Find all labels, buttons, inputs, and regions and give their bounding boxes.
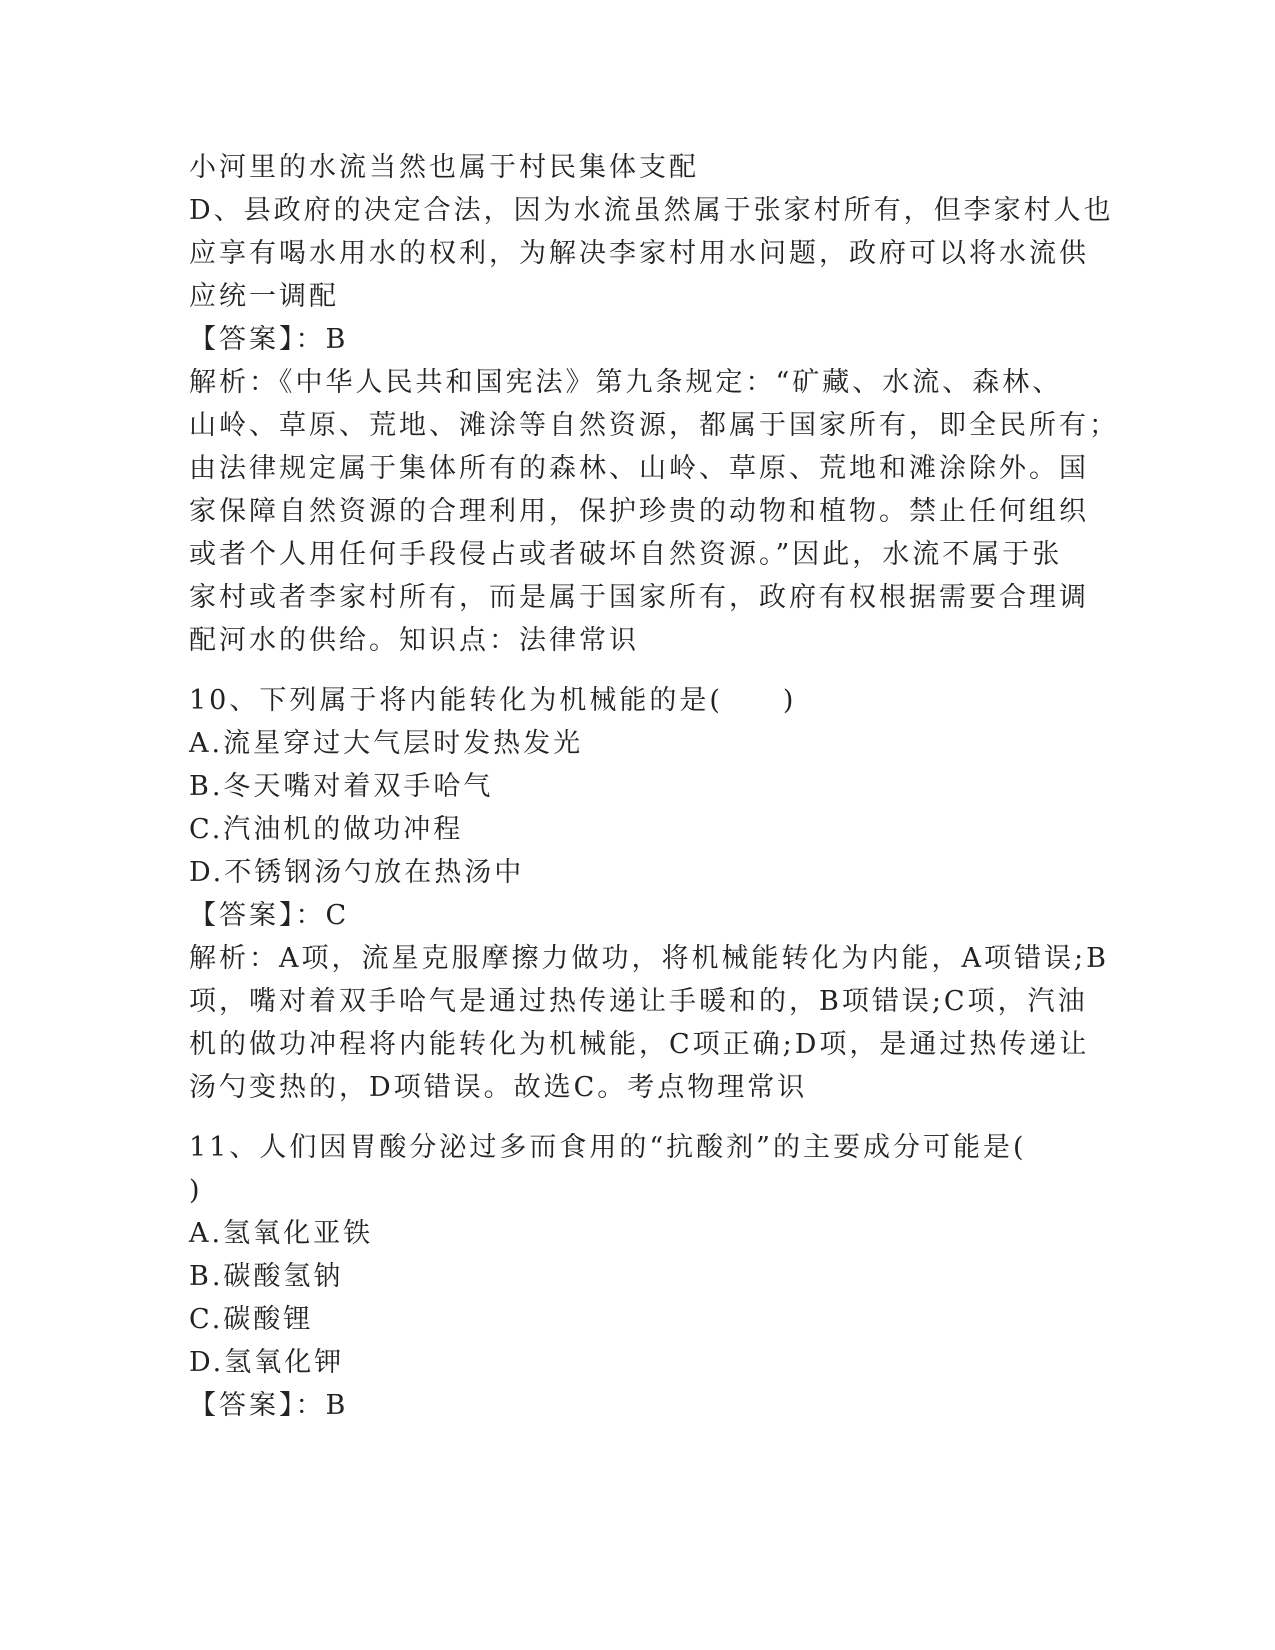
q10-analysis-line-2: 项，嘴对着双手哈气是通过热传递让手暖和的，B项错误;C项，汽油 bbox=[189, 986, 1088, 1017]
analysis-line-6: 家村或者李家村所有，而是属于国家所有，政府有权根据需要合理调 bbox=[189, 582, 1089, 613]
q10-option-d: D.不锈钢汤勺放在热汤中 bbox=[189, 857, 525, 888]
q10-option-c: C.汽油机的做功冲程 bbox=[189, 814, 464, 845]
option-c-tail: 小河里的水流当然也属于村民集体支配 bbox=[189, 152, 699, 183]
analysis-line-7: 配河水的供给。知识点：法律常识 bbox=[189, 625, 639, 656]
q11-option-c: C.碳酸锂 bbox=[189, 1304, 314, 1335]
document-content bbox=[189, 146, 1119, 1427]
q10-option-a: A.流星穿过大气层时发热发光 bbox=[189, 728, 584, 759]
analysis-line-2: 山岭、草原、荒地、滩涂等自然资源，都属于国家所有，即全民所有； bbox=[189, 410, 1119, 441]
q11-option-d: D.氢氧化钾 bbox=[189, 1347, 345, 1378]
answer-label: 【答案】：B bbox=[189, 324, 349, 355]
analysis-line-5: 或者个人用任何手段侵占或者破坏自然资源。”因此，水流不属于张 bbox=[189, 539, 1063, 570]
question-11-line-2: ) bbox=[189, 1175, 203, 1206]
q10-analysis-line-3: 机的做功冲程将内能转化为机械能，C项正确;D项，是通过热传递让 bbox=[189, 1029, 1090, 1060]
section-gap bbox=[189, 662, 1089, 679]
q10-analysis-line-1: 解析：A项，流星克服摩擦力做功，将机械能转化为内能，A项错误;B bbox=[189, 943, 1109, 974]
q11-option-a: A.氢氧化亚铁 bbox=[189, 1218, 374, 1249]
section-gap bbox=[189, 1109, 1089, 1126]
analysis-line-3: 由法律规定属于集体所有的森林、山岭、草原、荒地和滩涂除外。国 bbox=[189, 453, 1089, 484]
q11-answer: 【答案】：B bbox=[189, 1390, 349, 1421]
question-10: 10、下列属于将内能转化为机械能的是( ) bbox=[189, 685, 797, 716]
option-d-line-3: 应统一调配 bbox=[189, 281, 339, 312]
analysis-line-4: 家保障自然资源的合理利用，保护珍贵的动物和植物。禁止任何组织 bbox=[189, 496, 1089, 527]
option-d-line-2: 应享有喝水用水的权利，为解决李家村用水问题，政府可以将水流供 bbox=[189, 238, 1089, 269]
q10-analysis-line-4: 汤勺变热的，D项错误。故选C。考点物理常识 bbox=[189, 1072, 808, 1103]
analysis-line-1: 解析：《中华人民共和国宪法》第九条规定：“矿藏、水流、森林、 bbox=[189, 367, 1063, 398]
option-d-line-1: D、县政府的决定合法，因为水流虽然属于张家村所有，但李家村人也 bbox=[189, 195, 1114, 226]
q10-option-b: B.冬天嘴对着双手哈气 bbox=[189, 771, 494, 802]
q11-option-b: B.碳酸氢钠 bbox=[189, 1261, 344, 1292]
q10-answer: 【答案】：C bbox=[189, 900, 350, 931]
question-11-line-1: 11、人们因胃酸分泌过多而食用的“抗酸剂”的主要成分可能是( bbox=[189, 1132, 1027, 1163]
